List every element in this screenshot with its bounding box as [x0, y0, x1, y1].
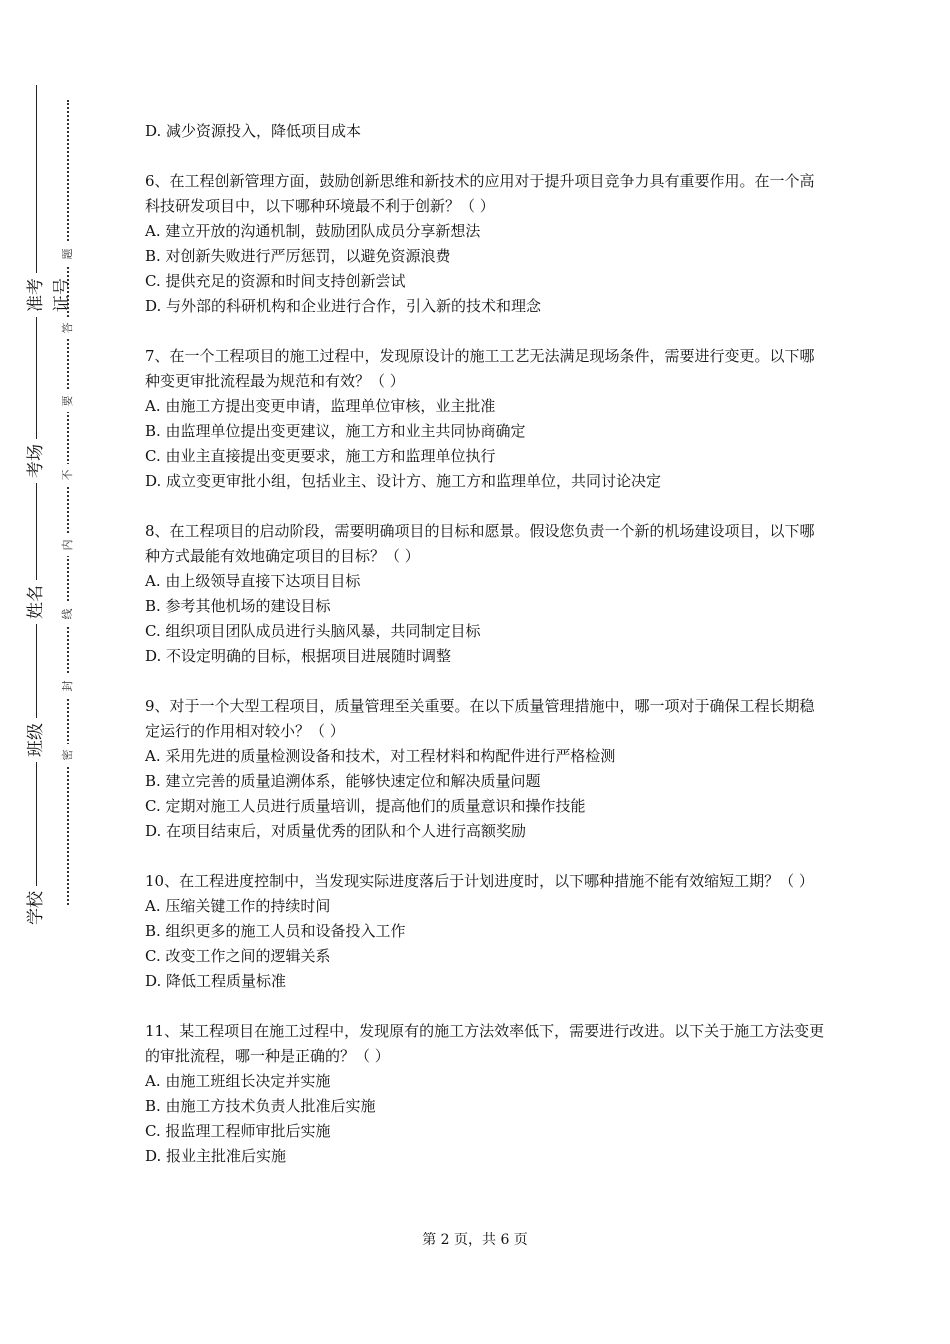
label-exam-number: 准考证号 — [23, 273, 49, 317]
option-b: B. 参考其他机场的建设目标 — [145, 597, 331, 615]
page-footer: 第 2 页，共 6 页 — [422, 1232, 528, 1248]
option-a: A. 采用先进的质量检测设备和技术，对工程材料和构配件进行严格检测 — [145, 747, 616, 765]
label-class: 班级 — [23, 718, 49, 762]
option-d: D. 降低工程质量标准 — [145, 972, 287, 990]
question-stem: 6、在工程创新管理方面，鼓励创新思维和新技术的应用对于提升项目竞争力具有重要作用。在一个高科技研发项目中，以下哪种环境最不利于创新？（ ） — [145, 172, 815, 215]
question-10 — [145, 869, 825, 994]
option-b: B. 建立完善的质量追溯体系，能够快速定位和解决质量问题 — [145, 772, 541, 790]
option-a: A. 建立开放的沟通机制，鼓励团队成员分享新想法 — [145, 222, 481, 240]
seal-mark: 不 — [60, 464, 76, 486]
question-8 — [145, 519, 825, 669]
option-c: C. 由业主直接提出变更要求，施工方和监理单位执行 — [145, 447, 496, 465]
label-name: 姓名 — [23, 580, 49, 624]
option-b: B. 对创新失败进行严厉惩罚，以避免资源浪费 — [145, 247, 451, 265]
question-stem: 7、在一个工程项目的施工过程中，发现原设计的施工工艺无法满足现场条件，需要进行变更。以下哪种变更审批流程最为规范和有效？（ ） — [145, 347, 815, 390]
margin-dotted-line — [67, 100, 69, 905]
option-d: D. 在项目结束后，对质量优秀的团队和个人进行高额奖励 — [145, 822, 527, 840]
option-a: A. 由上级领导直接下达项目目标 — [145, 572, 361, 590]
question-stem: 11、某工程项目在施工过程中，发现原有的施工方法效率低下，需要进行改进。以下关于施工方法变更的审批流程，哪一种是正确的？（ ） — [145, 1022, 825, 1065]
option-b: B. 组织更多的施工人员和设备投入工作 — [145, 922, 406, 940]
seal-mark: 内 — [60, 534, 76, 556]
option-d: D. 成立变更审批小组，包括业主、设计方、施工方和监理单位，共同讨论决定 — [145, 472, 662, 490]
question-6 — [145, 169, 825, 319]
option-d: D. 报业主批准后实施 — [145, 1147, 287, 1165]
question-stem: 9、对于一个大型工程项目，质量管理至关重要。在以下质量管理措施中，哪一项对于确保工程长期稳定运行的作用相对较小？（ ） — [145, 697, 815, 740]
option: D. 减少资源投入，降低项目成本 — [145, 122, 362, 140]
question-stem: 10、在工程进度控制中，当发现实际进度落后于计划进度时，以下哪种措施不能有效缩短工期？（ ） — [145, 872, 814, 890]
seal-mark: 密 — [60, 744, 76, 766]
option-c: C. 组织项目团队成员进行头脑风暴，共同制定目标 — [145, 622, 481, 640]
question-9 — [145, 694, 825, 844]
question-list — [145, 119, 825, 1194]
margin-solid-line — [36, 85, 37, 925]
option-b: B. 由监理单位提出变更建议，施工方和业主共同协商确定 — [145, 422, 526, 440]
seal-mark: 题 — [60, 243, 76, 265]
option-d: D. 不设定明确的目标，根据项目进展随时调整 — [145, 647, 452, 665]
option-c: C. 提供充足的资源和时间支持创新尝试 — [145, 272, 406, 290]
option-c: C. 改变工作之间的逻辑关系 — [145, 947, 331, 965]
option-a: A. 压缩关键工作的持续时间 — [145, 897, 331, 915]
seal-mark: 线 — [60, 603, 76, 625]
seal-mark: 封 — [60, 675, 76, 697]
label-exam-room: 考场 — [23, 439, 49, 483]
option-c: C. 报监理工程师审批后实施 — [145, 1122, 331, 1140]
label-school: 学校 — [23, 886, 49, 930]
option-d: D. 与外部的科研机构和企业进行合作，引入新的技术和理念 — [145, 297, 542, 315]
seal-mark: 答 — [60, 317, 76, 339]
option-c: C. 定期对施工人员进行质量培训，提高他们的质量意识和操作技能 — [145, 797, 586, 815]
question-11 — [145, 1019, 825, 1169]
option-a: A. 由施工方提出变更申请，监理单位审核，业主批准 — [145, 397, 496, 415]
question-5-tail — [145, 119, 825, 144]
question-7 — [145, 344, 825, 494]
seal-mark: 要 — [60, 390, 76, 412]
option-b: B. 由施工方技术负责人批准后实施 — [145, 1097, 376, 1115]
question-stem: 8、在工程项目的启动阶段，需要明确项目的目标和愿景。假设您负责一个新的机场建设项目，以下哪种方式最能有效地确定项目的目标？（ ） — [145, 522, 815, 565]
option-a: A. 由施工班组长决定并实施 — [145, 1072, 331, 1090]
